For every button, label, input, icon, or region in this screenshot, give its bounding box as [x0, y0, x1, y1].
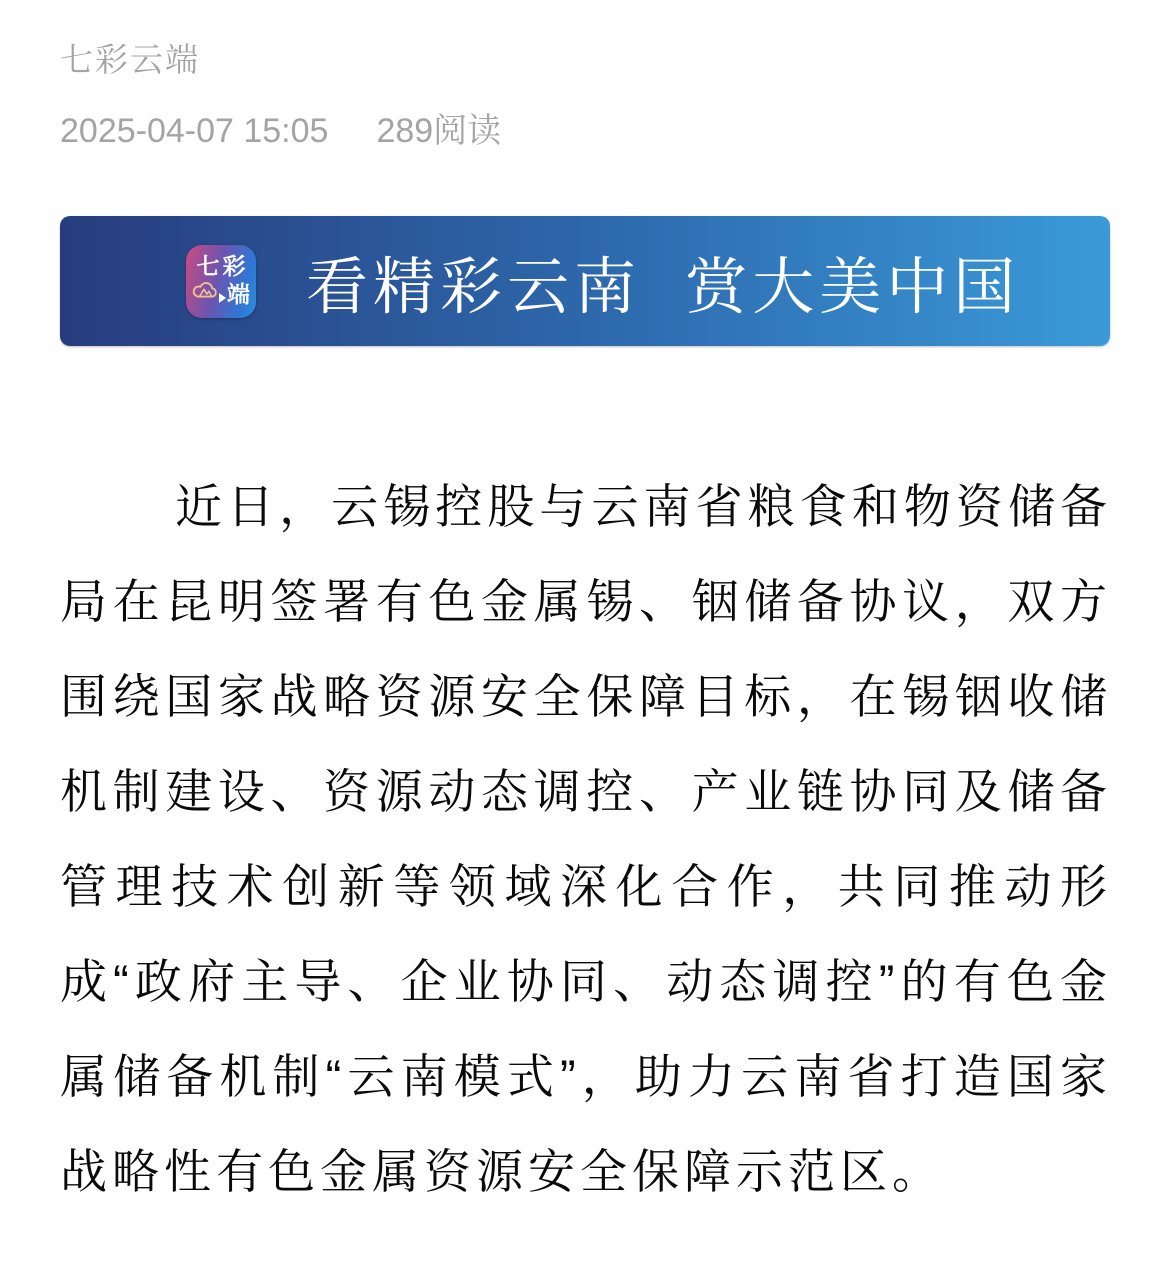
article-paragraph: 近日，云锡控股与云南省粮食和物资储备局在昆明签署有色金属锡、铟储备协议，双方围绕国家战略资源安全保障目标，在锡铟收储机制建设、资源动态调控、产业链协同及储备管理技术创新等领域深化合作，共同推动形成“政府主导、企业协同、动态调控”的有色金属储备机制“云南模式”，助力云南省打造国家战略性有色金属资源安全保障示范区。 [60, 480, 1112, 1198]
cloud-icon [192, 279, 218, 310]
banner-slogan: 看精彩云南 赏大美中国 [306, 252, 1021, 322]
app-logo [186, 245, 256, 318]
article-meta [60, 103, 1112, 152]
app-logo-bottom-row [192, 279, 250, 310]
article-header [60, 34, 1112, 152]
play-triangle-icon [219, 293, 226, 303]
read-count: 289阅读 [376, 112, 502, 150]
publish-date: 2025-04-07 15:05 [60, 112, 329, 150]
article-page [0, 34, 1170, 1288]
app-logo-text-bottom: 端 [227, 281, 250, 307]
publisher-name[interactable]: 七彩云端 [60, 41, 200, 78]
promo-banner[interactable] [60, 216, 1110, 346]
app-logo-text-top: 七彩 [196, 252, 249, 279]
